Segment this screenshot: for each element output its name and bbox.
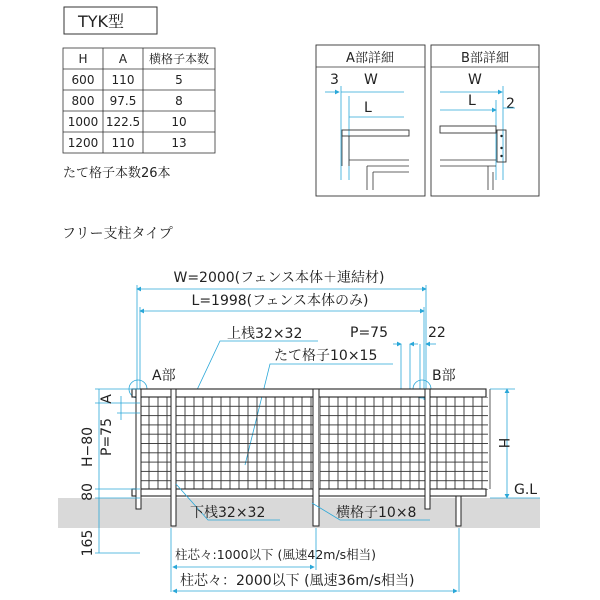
table-cell: 97.5 <box>109 94 137 108</box>
table-note: たて格子本数26本 <box>63 166 171 181</box>
table-cell: 5 <box>175 73 183 87</box>
table-cell: 10 <box>171 115 187 129</box>
section-title: フリー支柱タイプ <box>62 226 173 242</box>
part-a-label: A部 <box>152 368 176 384</box>
table-cell: 1200 <box>67 136 99 150</box>
table-cell: 800 <box>71 94 95 108</box>
table-header-a: A <box>118 52 128 66</box>
table-cell: 8 <box>175 94 183 108</box>
table-header-bars: 横格子本数 <box>148 52 210 66</box>
left-a-label: A <box>99 394 115 404</box>
table-cell: 600 <box>71 73 95 87</box>
table-cell: 13 <box>171 136 187 150</box>
detail-a-w-label: W <box>364 72 378 88</box>
table-cell: 110 <box>111 73 135 87</box>
l-dimension-label: L=1998(フェンス本体のみ) <box>191 293 369 309</box>
table-cell: 110 <box>111 136 135 150</box>
detail-b-title: B部詳細 <box>461 51 509 66</box>
left-h80-label: H−80 <box>80 426 96 468</box>
detail-a-gap-label: 3 <box>330 72 339 88</box>
detail-a-l-label: L <box>364 100 372 116</box>
detail-b-gap-label: 2 <box>506 96 515 112</box>
post-pitch-1000-label: 柱芯々:1000以下 (風速42m/s相当) <box>175 547 377 562</box>
left-165-label: 165 <box>80 529 96 557</box>
left-pitch-label: P=75 <box>99 418 115 456</box>
w-dimension-label: W=2000(フェンス本体＋連結材) <box>173 270 385 286</box>
part-b-label: B部 <box>432 368 456 384</box>
post-pitch-2000-label: 柱芯々：2000以下 (風速36m/s相当) <box>180 573 415 589</box>
right-h-label: H <box>495 437 511 449</box>
vertical-bar-label: たて格子10×15 <box>274 348 378 364</box>
spec-table <box>63 48 215 153</box>
pitch-label: P=75 <box>350 325 388 341</box>
fence-elevation <box>58 389 540 528</box>
table-cell: 122.5 <box>105 115 141 129</box>
detail-b-w-label: W <box>468 72 482 88</box>
table-header-h: H <box>78 52 88 66</box>
horizontal-bar-label: 横格子10×8 <box>336 505 417 521</box>
detail-b <box>431 45 539 196</box>
detail-b-l-label: L <box>468 93 476 109</box>
detail-a <box>316 45 425 196</box>
table-cell: 1000 <box>67 115 99 129</box>
model-title: TYK型 <box>78 12 125 31</box>
end-gap-label: 22 <box>428 325 446 341</box>
left-80-label: 80 <box>80 483 96 501</box>
top-rail-label: 上桟32×32 <box>227 326 303 342</box>
bottom-rail-label: 下桟32×32 <box>190 505 266 521</box>
elevation-dimensions-right <box>490 389 540 498</box>
detail-a-title: A部詳細 <box>346 51 394 66</box>
gl-label: G.L <box>514 482 538 498</box>
elevation-dimensions-left <box>80 389 140 556</box>
ground-band <box>58 498 540 528</box>
